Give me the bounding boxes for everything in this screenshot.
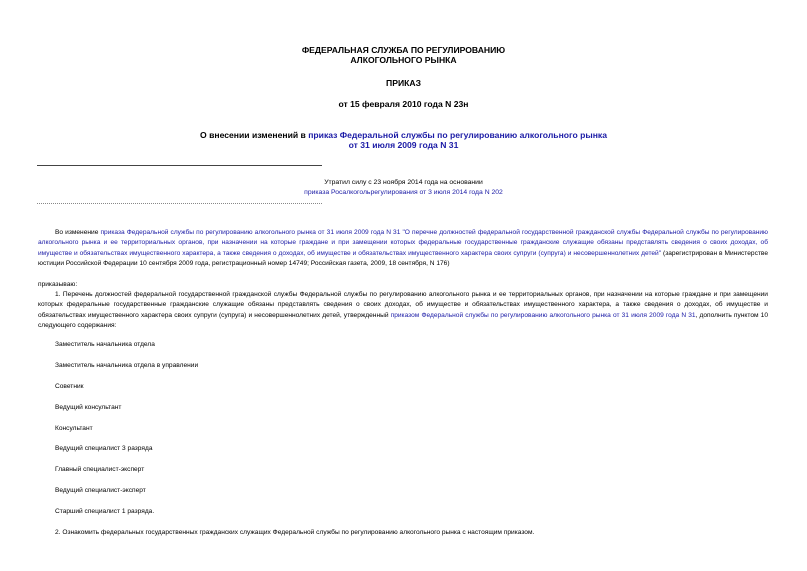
position-item: Заместитель начальника отдела в управлении (55, 362, 199, 369)
position-item: Ведущий специалист 3 разряда (55, 445, 153, 452)
divider-bottom (37, 203, 322, 204)
doc-title-prefix: О внесении изменений в (200, 130, 309, 140)
org-name-line2: АЛКОГОЛЬНОГО РЫНКА (350, 55, 457, 65)
intro-link[interactable]: приказа Федеральной службы по регулированию алкогольного рынка от 31 июля 2009 года N 31 "О перечне должностей федеральной государственной гражданской службы Федеральной службы по регулированию алкогольного рынка и ее территориальных органов, при назначении на которые граждане и при замещении которых федеральные государственные гражданские служащие обязаны представлять сведения о своих доходах, об имуществе и обязательствах имущественного характера, а также сведения о доходах, об имуществе и обязательствах имущественного характера своих супруги (супруга) и несовершеннолетних детей" (38, 229, 769, 257)
intro-suffix: (зарегистрирован в Министерстве юстиции Российской Федерации 10 сентября 2009 года, регистрационный номер 14749; Российская газета, 2009, 18 сентября, N 176) (38, 249, 768, 267)
p1-prefix: 1. Перечень должностей федеральной государственной гражданской службы Федеральной службы по регулированию алкогольного рынка и ее территориальных органов, при назначении на которые граждане и при замещении которых федеральные государственные гражданские служащие обязаны представлять сведения о своих доходах, об имуществе и обязательствах имущественного характера, а также сведения о доходах, об имуществе и обязательствах имущественного характера своих супруги (супруга) и несовершеннолетних детей, утвержденный (38, 291, 768, 319)
doc-title-link-line2[interactable]: от 31 июля 2009 года N 31 (348, 140, 459, 150)
paragraph-1 (38, 290, 768, 331)
paragraph-2: 2. Ознакомить федеральных государственных гражданских служащих Федеральной службы по регулированию алкогольного рынка с настоящим приказом. (55, 529, 535, 536)
position-item: Ведущий консультант (55, 404, 122, 411)
order-word: приказываю: (38, 281, 78, 288)
p1-suffix: , дополнить пунктом 10 следующего содержания: (38, 311, 768, 329)
position-item: Консультант (55, 425, 93, 432)
intro-paragraph (38, 228, 768, 269)
doc-title-line1 (0, 130, 807, 140)
position-item: Главный специалист-эксперт (55, 466, 145, 473)
org-name-line1: ФЕДЕРАЛЬНАЯ СЛУЖБА ПО РЕГУЛИРОВАНИЮ (301, 45, 506, 55)
position-item: Заместитель начальника отдела (55, 341, 155, 348)
position-item: Старший специалист 1 разряда. (55, 508, 155, 515)
position-item: Ведущий специалист-эксперт (55, 487, 146, 494)
intro-prefix: Во изменение (55, 229, 101, 236)
doc-date: от 15 февраля 2010 года N 23н (338, 99, 469, 109)
p1-link[interactable]: приказом Федеральной службы по регулированию алкогольного рынка от 31 июля 2009 года N 31 (390, 311, 696, 319)
doc-title-link[interactable]: приказ Федеральной службы по регулированию алкогольного рынка (308, 130, 607, 140)
doc-type: ПРИКАЗ (386, 78, 421, 88)
status-text: Утратил силу с 23 ноября 2014 года на основании (324, 179, 483, 186)
status-link[interactable]: приказа Росалкогольрегулирования от 3 июля 2014 года N 202 (304, 189, 503, 196)
position-item: Советник (55, 383, 84, 390)
divider-top (37, 165, 322, 166)
